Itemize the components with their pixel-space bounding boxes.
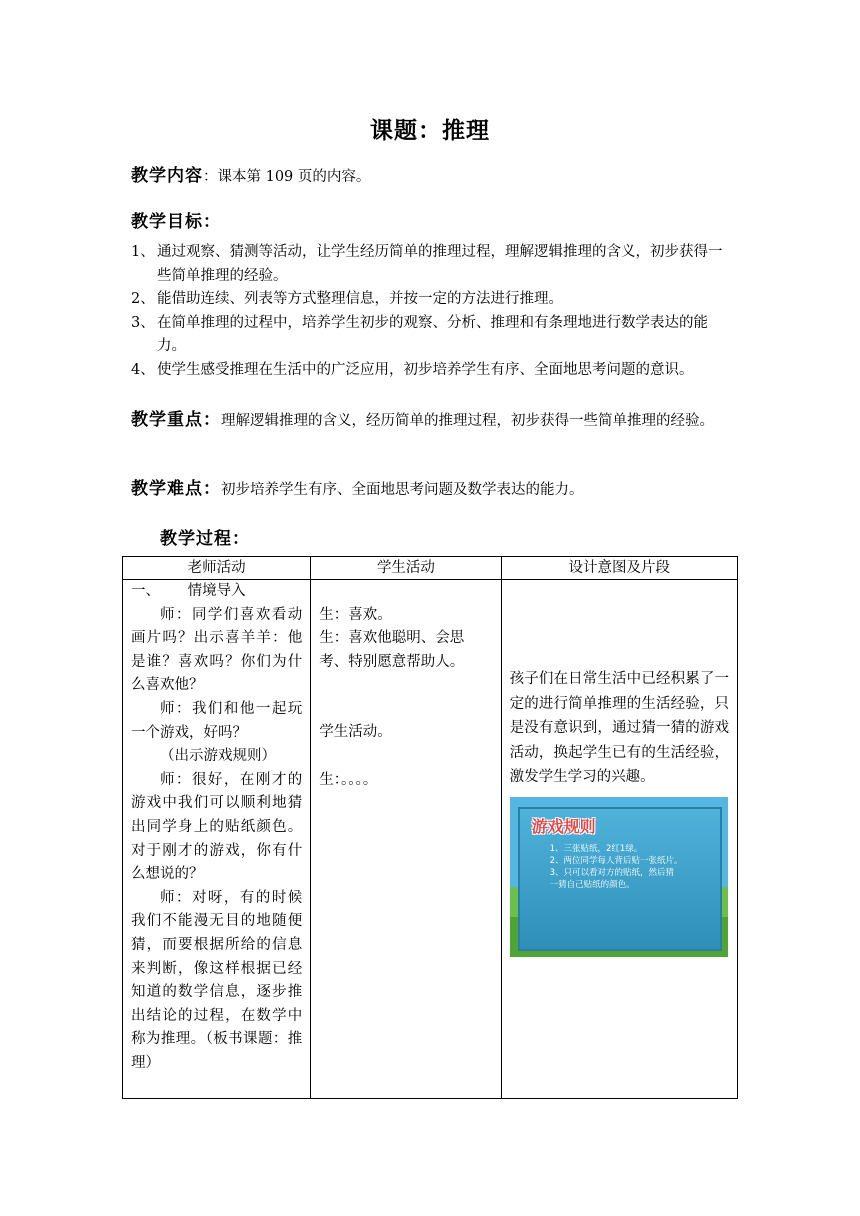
process-label: 教学过程： [160,529,250,549]
objectives-list [131,241,731,382]
design-intent-cell [501,580,737,1099]
rules-line: 一猜自己贴纸的颜色。 [549,879,635,890]
student-line: 生：喜欢他聪明、会思考、特别愿意帮助人。 [319,630,465,670]
objectives-heading [131,207,221,232]
objective-item [131,288,731,312]
page-title: 课题：推理 [370,118,490,144]
rules-line: 3、只可以看对方的贴纸，然后猜 [549,867,675,878]
difficulties-text: 初步培养学生有序、全面地思考问题及数学表达的能力。 [221,482,584,498]
game-rules-image [510,797,728,957]
teacher-section-title: 一、 情境导入 [131,583,246,599]
design-intent-text: 孩子们在日常生活中已经积累了一定的进行简单推理的生活经验，只是没有意识到，通过猜一猜的游戏活动，换起学生已有的生活经验，激发学生学习的兴趣。 [509,671,729,785]
rules-list [550,843,683,891]
teaching-content [131,161,370,186]
teacher-paragraph: （出示游戏规则） [160,748,276,765]
objective-text: 在简单推理的过程中，培养学生初步的观察、分析、推理和有条理地进行数学表达的能力。 [157,314,708,354]
teacher-paragraph: 师：很好，在刚才的游戏中我们可以顺利地猜出同学身上的贴纸颜色。对于刚才的游戏，你有什么想说的？ [131,771,303,883]
objectives-label: 教学目标： [131,212,221,232]
teaching-content-label: 教学内容 [131,166,203,186]
rules-line: 2、两位同学每人背后贴一张纸片。 [549,855,683,866]
student-line: 学生活动。 [319,724,392,741]
header-student: 学生活动 [311,557,501,580]
rules-line: 1、三张贴纸，2红1绿。 [549,843,643,854]
objective-number: 3、 [131,314,155,331]
teaching-content-text: ：课本第 109 页的内容。 [203,169,371,185]
objective-number: 2、 [131,291,155,307]
key-points-label: 教学重点： [131,410,221,430]
teacher-paragraph: 师：对呀，有的时候我们不能漫无目的地随便猜，而要根据所给的信息来判断，像这样根据已经知道的数学信息，逐步推出结论的过程，在数学中称为推理。（板书课题：推理） [131,889,303,1071]
student-activity-cell [311,580,501,1099]
teacher-paragraph: 师：同学们喜欢看动画片吗？出示喜羊羊：他是谁？喜欢吗？你们为什么喜欢他？ [131,606,303,694]
process-heading [160,524,250,549]
student-line: 生：。。。。 [319,771,378,788]
teacher-activity-cell [123,580,311,1099]
key-points [131,404,733,438]
teacher-paragraph: 师：我们和他一起玩一个游戏，好吗？ [131,700,303,741]
key-points-text: 理解逻辑推理的含义，经历简单的推理过程，初步获得一些简单推理的经验。 [221,413,714,429]
table-row [123,580,738,1099]
objective-item [131,359,731,383]
objective-number: 1、 [131,244,155,260]
objective-text: 能借助连续、列表等方式整理信息，并按一定的方法进行推理。 [157,291,563,307]
table-header-row [123,557,738,580]
process-table [122,556,738,1099]
header-teacher: 老师活动 [123,557,311,580]
objective-number: 4、 [131,361,155,378]
objective-item [131,312,731,359]
objective-item [131,241,731,288]
difficulties-label: 教学难点： [131,479,221,499]
rules-title: 游戏规则 [531,816,596,836]
objective-text: 通过观察、猜测等活动，让学生经历简单的推理过程，理解逻辑推理的含义，初步获得一些简单推理的经验。 [157,244,723,284]
difficulties [131,473,733,507]
header-intent: 设计意图及片段 [501,557,737,580]
student-line: 生：喜欢。 [319,606,392,623]
objective-text: 使学生感受推理在生活中的广泛应用，初步培养学生有序、全面地思考问题的意识。 [157,361,694,378]
